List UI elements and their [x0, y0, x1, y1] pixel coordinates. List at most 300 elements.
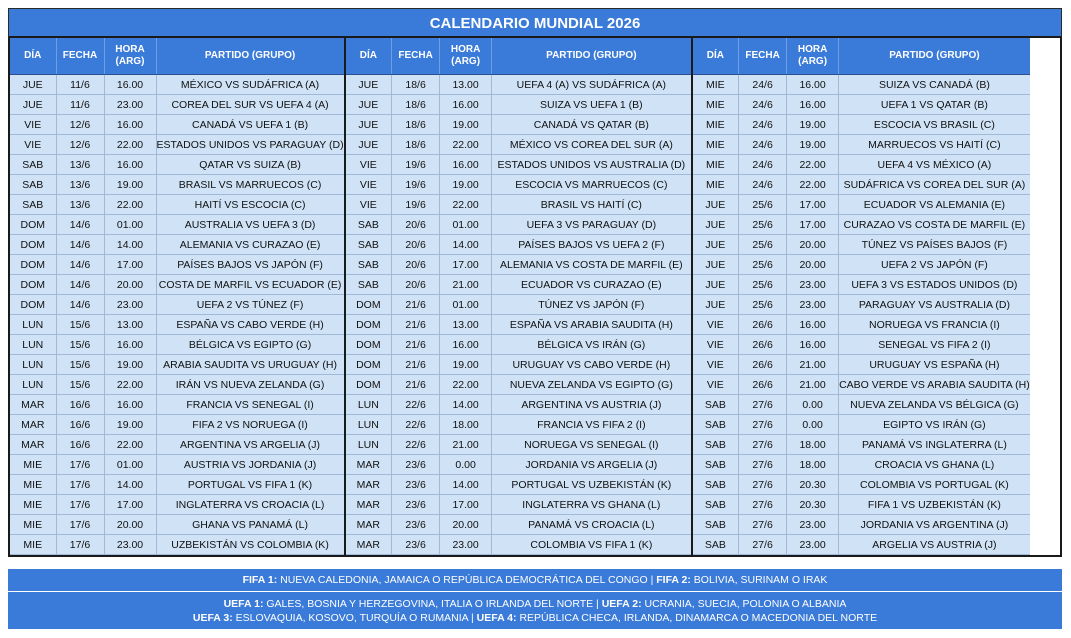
match-row — [10, 155, 344, 175]
match-cell: NUEVA ZELANDA VS BÉLGICA (G) — [839, 395, 1030, 415]
time-cell: 16.00 — [440, 95, 492, 115]
hora-zone-label: (ARG) — [451, 56, 481, 67]
day-cell: VIE — [10, 115, 56, 135]
match-cell: UEFA 3 VS PARAGUAY (D) — [492, 215, 691, 235]
match-cell: ALEMANIA VS CURAZAO (E) — [156, 235, 344, 255]
col-header-dia: DÍA — [693, 38, 739, 75]
time-cell: 23.00 — [787, 535, 839, 555]
date-cell: 21/6 — [392, 315, 440, 335]
day-cell: SAB — [693, 415, 739, 435]
match-row — [346, 95, 691, 115]
fifa2-text: BOLIVIA, SURINAM O IRAK — [690, 574, 828, 586]
match-cell: ESTADOS UNIDOS VS PARAGUAY (D) — [156, 135, 344, 155]
col-header-dia: DÍA — [346, 38, 392, 75]
uefa4-label: UEFA 4: — [476, 612, 517, 624]
match-cell: ALEMANIA VS COSTA DE MARFIL (E) — [492, 255, 691, 275]
match-cell: ECUADOR VS CURAZAO (E) — [492, 275, 691, 295]
date-cell: 16/6 — [56, 395, 104, 415]
date-cell: 26/6 — [739, 355, 787, 375]
match-cell: ARGENTINA VS ARGELIA (J) — [156, 435, 344, 455]
day-cell: VIE — [346, 195, 392, 215]
match-cell: ECUADOR VS ALEMANIA (E) — [839, 195, 1030, 215]
day-cell: JUE — [693, 275, 739, 295]
col-header-partido: PARTIDO (GRUPO) — [492, 38, 691, 75]
day-cell: DOM — [10, 255, 56, 275]
match-row — [346, 255, 691, 275]
match-cell: CANADÁ VS UEFA 1 (B) — [156, 115, 344, 135]
date-cell: 27/6 — [739, 515, 787, 535]
header-row — [10, 38, 344, 75]
date-cell: 14/6 — [56, 275, 104, 295]
day-cell: DOM — [10, 295, 56, 315]
time-cell: 20.00 — [104, 275, 156, 295]
day-cell: LUN — [10, 375, 56, 395]
match-cell: JORDANIA VS ARGENTINA (J) — [839, 515, 1030, 535]
match-row — [693, 495, 1030, 515]
match-cell: NORUEGA VS FRANCIA (I) — [839, 315, 1030, 335]
match-row — [10, 315, 344, 335]
match-row — [10, 75, 344, 95]
match-row — [10, 175, 344, 195]
day-cell: SAB — [346, 255, 392, 275]
time-cell: 21.00 — [440, 275, 492, 295]
match-cell: UEFA 4 VS MÉXICO (A) — [839, 155, 1030, 175]
day-cell: LUN — [10, 335, 56, 355]
date-cell: 15/6 — [56, 355, 104, 375]
match-row — [346, 155, 691, 175]
qualifier-notes — [8, 569, 1062, 629]
date-cell: 18/6 — [392, 95, 440, 115]
match-row — [346, 175, 691, 195]
date-cell: 25/6 — [739, 215, 787, 235]
time-cell: 22.00 — [104, 375, 156, 395]
time-cell: 23.00 — [104, 295, 156, 315]
match-cell: PAÍSES BAJOS VS JAPÓN (F) — [156, 255, 344, 275]
match-cell: CABO VERDE VS ARABIA SAUDITA (H) — [839, 375, 1030, 395]
day-cell: JUE — [693, 235, 739, 255]
date-cell: 18/6 — [392, 135, 440, 155]
time-cell: 18.00 — [440, 415, 492, 435]
day-cell: VIE — [346, 155, 392, 175]
match-row — [346, 535, 691, 555]
day-cell: SAB — [346, 275, 392, 295]
day-cell: JUE — [10, 75, 56, 95]
match-row — [10, 355, 344, 375]
match-row — [346, 315, 691, 335]
day-cell: SAB — [346, 235, 392, 255]
time-cell: 23.00 — [440, 535, 492, 555]
day-cell: SAB — [10, 195, 56, 215]
match-cell: SUIZA VS CANADÁ (B) — [839, 75, 1030, 95]
match-cell: URUGUAY VS CABO VERDE (H) — [492, 355, 691, 375]
day-cell: DOM — [10, 275, 56, 295]
day-cell: SAB — [346, 215, 392, 235]
match-cell: PANAMÁ VS INGLATERRA (L) — [839, 435, 1030, 455]
time-cell: 17.00 — [104, 495, 156, 515]
time-cell: 19.00 — [104, 355, 156, 375]
day-cell: MIE — [10, 495, 56, 515]
day-cell: MIE — [693, 175, 739, 195]
day-cell: JUE — [10, 95, 56, 115]
day-cell: VIE — [693, 375, 739, 395]
time-cell: 16.00 — [104, 115, 156, 135]
schedule-block-1 — [10, 38, 344, 555]
date-cell: 27/6 — [739, 435, 787, 455]
match-cell: BRASIL VS HAITÍ (C) — [492, 195, 691, 215]
match-cell: PAÍSES BAJOS VS UEFA 2 (F) — [492, 235, 691, 255]
schedule-table — [693, 38, 1030, 555]
match-row — [346, 355, 691, 375]
uefa1-text: GALES, BOSNIA Y HERZEGOVINA, ITALIA O IRLANDA DEL NORTE | — [263, 598, 602, 610]
match-cell: ESCOCIA VS BRASIL (C) — [839, 115, 1030, 135]
time-cell: 01.00 — [440, 215, 492, 235]
match-cell: UEFA 2 VS TÚNEZ (F) — [156, 295, 344, 315]
match-row — [346, 515, 691, 535]
match-row — [346, 435, 691, 455]
match-row — [346, 395, 691, 415]
date-cell: 22/6 — [392, 435, 440, 455]
time-cell: 16.00 — [440, 335, 492, 355]
time-cell: 17.00 — [787, 215, 839, 235]
header-row — [346, 38, 691, 75]
day-cell: JUE — [693, 195, 739, 215]
match-row — [693, 315, 1030, 335]
time-cell: 22.00 — [440, 195, 492, 215]
time-cell: 20.00 — [787, 235, 839, 255]
match-row — [346, 415, 691, 435]
date-cell: 23/6 — [392, 495, 440, 515]
match-row — [10, 215, 344, 235]
fifa1-text: NUEVA CALEDONIA, JAMAICA O REPÚBLICA DEMOCRÁTICA DEL CONGO | — [277, 574, 657, 586]
match-cell: JORDANIA VS ARGELIA (J) — [492, 455, 691, 475]
date-cell: 21/6 — [392, 295, 440, 315]
day-cell: JUE — [346, 75, 392, 95]
match-row — [346, 495, 691, 515]
hora-zone-label: (ARG) — [798, 56, 828, 67]
match-row — [693, 235, 1030, 255]
time-cell: 19.00 — [787, 115, 839, 135]
match-cell: ESPAÑA VS CABO VERDE (H) — [156, 315, 344, 335]
day-cell: JUE — [346, 135, 392, 155]
match-cell: MÉXICO VS COREA DEL SUR (A) — [492, 135, 691, 155]
match-row — [693, 295, 1030, 315]
match-row — [346, 375, 691, 395]
day-cell: VIE — [693, 315, 739, 335]
time-cell: 22.00 — [787, 155, 839, 175]
match-row — [10, 275, 344, 295]
hora-zone-label: (ARG) — [115, 56, 145, 67]
day-cell: MAR — [10, 395, 56, 415]
date-cell: 22/6 — [392, 395, 440, 415]
match-cell: SENEGAL VS FIFA 2 (I) — [839, 335, 1030, 355]
time-cell: 19.00 — [104, 415, 156, 435]
date-cell: 19/6 — [392, 195, 440, 215]
col-header-fecha: FECHA — [739, 38, 787, 75]
match-row — [693, 115, 1030, 135]
date-cell: 21/6 — [392, 335, 440, 355]
match-row — [693, 95, 1030, 115]
col-header-fecha: FECHA — [392, 38, 440, 75]
uefa-line-1 — [8, 597, 1062, 611]
date-cell: 14/6 — [56, 235, 104, 255]
date-cell: 24/6 — [739, 115, 787, 135]
date-cell: 20/6 — [392, 235, 440, 255]
date-cell: 26/6 — [739, 315, 787, 335]
time-cell: 22.00 — [440, 375, 492, 395]
date-cell: 17/6 — [56, 515, 104, 535]
uefa4-text: REPÚBLICA CHECA, IRLANDA, DINAMARCA O MACEDONIA DEL NORTE — [516, 612, 878, 624]
match-cell: AUSTRALIA VS UEFA 3 (D) — [156, 215, 344, 235]
date-cell: 27/6 — [739, 475, 787, 495]
time-cell: 16.00 — [787, 335, 839, 355]
date-cell: 23/6 — [392, 535, 440, 555]
time-cell: 0.00 — [787, 395, 839, 415]
uefa2-text: UCRANIA, SUECIA, POLONIA O ALBANIA — [641, 598, 847, 610]
match-row — [346, 295, 691, 315]
match-cell: COLOMBIA VS FIFA 1 (K) — [492, 535, 691, 555]
match-cell: UEFA 3 VS ESTADOS UNIDOS (D) — [839, 275, 1030, 295]
date-cell: 20/6 — [392, 275, 440, 295]
date-cell: 13/6 — [56, 195, 104, 215]
date-cell: 21/6 — [392, 375, 440, 395]
date-cell: 20/6 — [392, 215, 440, 235]
match-row — [10, 255, 344, 275]
day-cell: MIE — [693, 115, 739, 135]
date-cell: 25/6 — [739, 235, 787, 255]
day-cell: MIE — [10, 475, 56, 495]
col-header-hora — [440, 38, 492, 75]
uefa1-label: UEFA 1: — [223, 598, 264, 610]
time-cell: 0.00 — [440, 455, 492, 475]
match-cell: INGLATERRA VS GHANA (L) — [492, 495, 691, 515]
match-cell: GHANA VS PANAMÁ (L) — [156, 515, 344, 535]
date-cell: 25/6 — [739, 195, 787, 215]
match-cell: INGLATERRA VS CROACIA (L) — [156, 495, 344, 515]
time-cell: 16.00 — [440, 155, 492, 175]
match-cell: COREA DEL SUR VS UEFA 4 (A) — [156, 95, 344, 115]
day-cell: DOM — [346, 355, 392, 375]
match-cell: TÚNEZ VS JAPÓN (F) — [492, 295, 691, 315]
match-cell: AUSTRIA VS JORDANIA (J) — [156, 455, 344, 475]
time-cell: 23.00 — [104, 95, 156, 115]
calendar-sheet — [8, 8, 1062, 629]
date-cell: 11/6 — [56, 75, 104, 95]
schedule-table — [10, 38, 344, 555]
match-row — [346, 135, 691, 155]
day-cell: DOM — [346, 335, 392, 355]
time-cell: 20.30 — [787, 495, 839, 515]
match-row — [693, 455, 1030, 475]
time-cell: 18.00 — [787, 435, 839, 455]
time-cell: 22.00 — [104, 135, 156, 155]
day-cell: MAR — [346, 535, 392, 555]
match-row — [346, 75, 691, 95]
match-row — [10, 375, 344, 395]
date-cell: 11/6 — [56, 95, 104, 115]
day-cell: MIE — [693, 155, 739, 175]
match-cell: UZBEKISTÁN VS COLOMBIA (K) — [156, 535, 344, 555]
day-cell: LUN — [346, 415, 392, 435]
day-cell: SAB — [693, 495, 739, 515]
match-row — [693, 475, 1030, 495]
match-row — [693, 255, 1030, 275]
match-cell: BÉLGICA VS EGIPTO (G) — [156, 335, 344, 355]
col-header-hora — [787, 38, 839, 75]
match-cell: PORTUGAL VS FIFA 1 (K) — [156, 475, 344, 495]
date-cell: 15/6 — [56, 315, 104, 335]
time-cell: 13.00 — [104, 315, 156, 335]
date-cell: 25/6 — [739, 295, 787, 315]
date-cell: 23/6 — [392, 515, 440, 535]
date-cell: 12/6 — [56, 115, 104, 135]
day-cell: LUN — [346, 395, 392, 415]
date-cell: 27/6 — [739, 495, 787, 515]
match-row — [346, 275, 691, 295]
time-cell: 14.00 — [104, 475, 156, 495]
day-cell: MIE — [693, 95, 739, 115]
day-cell: JUE — [346, 115, 392, 135]
day-cell: JUE — [346, 95, 392, 115]
day-cell: VIE — [693, 335, 739, 355]
match-cell: ARGELIA VS AUSTRIA (J) — [839, 535, 1030, 555]
header-row — [693, 38, 1030, 75]
match-row — [10, 455, 344, 475]
date-cell: 14/6 — [56, 215, 104, 235]
time-cell: 22.00 — [104, 435, 156, 455]
time-cell: 23.00 — [787, 295, 839, 315]
match-row — [10, 195, 344, 215]
day-cell: MIE — [10, 455, 56, 475]
date-cell: 27/6 — [739, 535, 787, 555]
match-row — [693, 75, 1030, 95]
hora-label: HORA — [450, 44, 481, 55]
date-cell: 13/6 — [56, 155, 104, 175]
day-cell: SAB — [10, 155, 56, 175]
time-cell: 16.00 — [787, 315, 839, 335]
time-cell: 14.00 — [440, 395, 492, 415]
match-row — [10, 475, 344, 495]
match-row — [346, 235, 691, 255]
date-cell: 20/6 — [392, 255, 440, 275]
time-cell: 23.00 — [787, 515, 839, 535]
match-cell: ARGENTINA VS AUSTRIA (J) — [492, 395, 691, 415]
col-header-partido: PARTIDO (GRUPO) — [839, 38, 1030, 75]
fifa-playoff-note — [8, 569, 1062, 591]
match-row — [693, 215, 1030, 235]
match-cell: FRANCIA VS FIFA 2 (I) — [492, 415, 691, 435]
date-cell: 24/6 — [739, 135, 787, 155]
time-cell: 16.00 — [787, 75, 839, 95]
day-cell: MAR — [346, 515, 392, 535]
day-cell: DOM — [346, 375, 392, 395]
date-cell: 15/6 — [56, 375, 104, 395]
match-row — [693, 415, 1030, 435]
day-cell: VIE — [346, 175, 392, 195]
fifa1-label: FIFA 1: — [242, 574, 278, 586]
match-cell: BRASIL VS MARRUECOS (C) — [156, 175, 344, 195]
match-cell: COSTA DE MARFIL VS ECUADOR (E) — [156, 275, 344, 295]
date-cell: 19/6 — [392, 155, 440, 175]
time-cell: 14.00 — [440, 235, 492, 255]
match-cell: CROACIA VS GHANA (L) — [839, 455, 1030, 475]
match-row — [10, 335, 344, 355]
time-cell: 17.00 — [440, 255, 492, 275]
day-cell: JUE — [693, 255, 739, 275]
schedule-table — [346, 38, 691, 555]
match-cell: BÉLGICA VS IRÁN (G) — [492, 335, 691, 355]
match-cell: TÚNEZ VS PAÍSES BAJOS (F) — [839, 235, 1030, 255]
day-cell: MAR — [346, 495, 392, 515]
date-cell: 14/6 — [56, 295, 104, 315]
time-cell: 01.00 — [104, 455, 156, 475]
match-cell: FIFA 1 VS UZBEKISTÁN (K) — [839, 495, 1030, 515]
match-row — [10, 535, 344, 555]
time-cell: 20.00 — [104, 515, 156, 535]
time-cell: 16.00 — [104, 335, 156, 355]
date-cell: 14/6 — [56, 255, 104, 275]
date-cell: 25/6 — [739, 275, 787, 295]
time-cell: 17.00 — [104, 255, 156, 275]
day-cell: VIE — [10, 135, 56, 155]
day-cell: MAR — [10, 415, 56, 435]
match-cell: URUGUAY VS ESPAÑA (H) — [839, 355, 1030, 375]
time-cell: 16.00 — [104, 75, 156, 95]
col-header-dia: DÍA — [10, 38, 56, 75]
date-cell: 18/6 — [392, 75, 440, 95]
date-cell: 22/6 — [392, 415, 440, 435]
date-cell: 24/6 — [739, 175, 787, 195]
match-row — [10, 515, 344, 535]
match-cell: ESTADOS UNIDOS VS AUSTRALIA (D) — [492, 155, 691, 175]
time-cell: 19.00 — [440, 355, 492, 375]
date-cell: 18/6 — [392, 115, 440, 135]
match-row — [10, 495, 344, 515]
time-cell: 22.00 — [104, 195, 156, 215]
match-row — [693, 355, 1030, 375]
match-row — [693, 275, 1030, 295]
day-cell: LUN — [10, 355, 56, 375]
date-cell: 27/6 — [739, 415, 787, 435]
date-cell: 25/6 — [739, 255, 787, 275]
match-cell: NUEVA ZELANDA VS EGIPTO (G) — [492, 375, 691, 395]
schedule-block-3 — [691, 38, 1030, 555]
match-cell: PORTUGAL VS UZBEKISTÁN (K) — [492, 475, 691, 495]
day-cell: DOM — [346, 295, 392, 315]
match-row — [346, 195, 691, 215]
date-cell: 24/6 — [739, 75, 787, 95]
match-cell: EGIPTO VS IRÁN (G) — [839, 415, 1030, 435]
hora-label: HORA — [115, 44, 145, 55]
match-row — [346, 475, 691, 495]
match-row — [10, 395, 344, 415]
uefa3-text: ESLOVAQUIA, KOSOVO, TURQUÍA O RUMANIA | — [232, 612, 477, 624]
time-cell: 14.00 — [440, 475, 492, 495]
day-cell: DOM — [10, 215, 56, 235]
schedule-block-2 — [344, 38, 691, 555]
time-cell: 17.00 — [440, 495, 492, 515]
match-row — [10, 115, 344, 135]
match-cell: FIFA 2 VS NORUEGA (I) — [156, 415, 344, 435]
time-cell: 14.00 — [104, 235, 156, 255]
uefa-line-2 — [8, 611, 1062, 625]
match-row — [346, 215, 691, 235]
match-cell: COLOMBIA VS PORTUGAL (K) — [839, 475, 1030, 495]
time-cell: 0.00 — [787, 415, 839, 435]
time-cell: 16.00 — [104, 155, 156, 175]
fifa2-label: FIFA 2: — [656, 574, 691, 586]
match-cell: FRANCIA VS SENEGAL (I) — [156, 395, 344, 415]
date-cell: 16/6 — [56, 435, 104, 455]
